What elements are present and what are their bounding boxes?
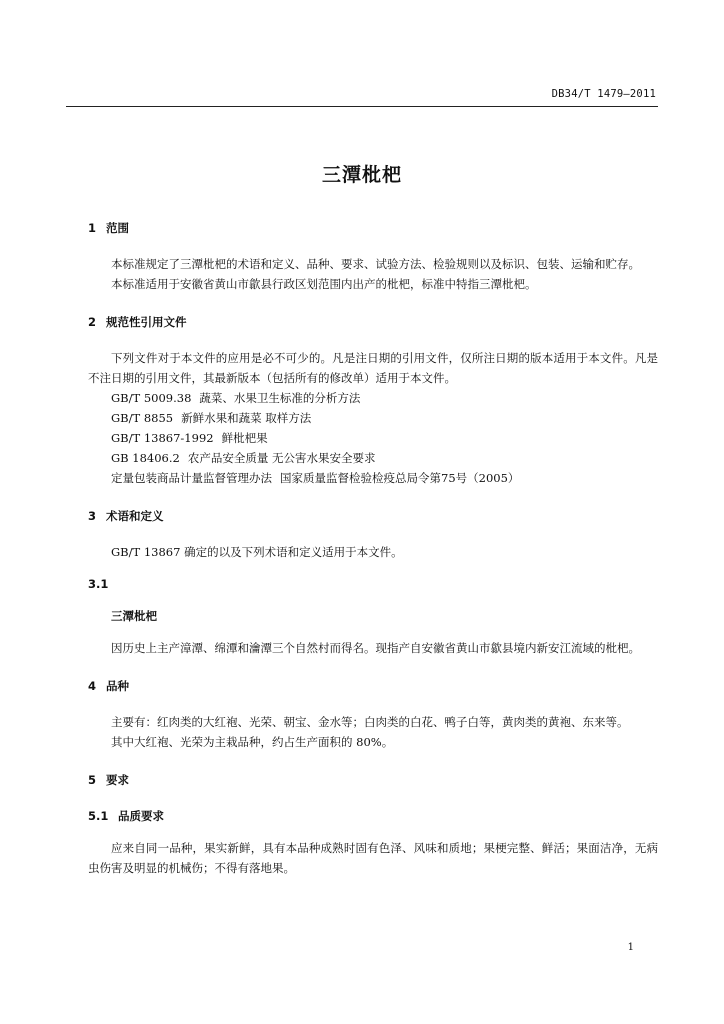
section-title: 要求 — [106, 773, 129, 787]
header-rule — [66, 106, 658, 107]
section-heading-normative-references — [88, 312, 658, 332]
reference-item — [88, 408, 658, 428]
paragraph: 主要有：红肉类的大红袍、光荣、朝宝、金水等；白肉类的白花、鸭子白等，黄肉类的黄袍、东来等。 — [111, 715, 629, 729]
section-heading-terms — [88, 506, 658, 526]
reference-code: GB/T 5009.38 — [111, 391, 192, 405]
term-definition: 因历史上主产漳潭、绵潭和瀹潭三个自然村而得名。现指产自安徽省黄山市歙县境内新安江流域的枇杷。 — [111, 641, 640, 655]
reference-code: GB/T 8855 — [111, 411, 174, 425]
section-number: 5 — [88, 773, 97, 787]
section-number: 4 — [88, 679, 97, 693]
section-title: 范围 — [106, 221, 129, 235]
reference-name: 新鲜水果和蔬菜 取样方法 — [181, 411, 312, 425]
subsection-number: 5.1 — [88, 809, 109, 823]
reference-code: 定量包装商品计量监督管理办法 — [111, 471, 272, 485]
reference-name: 国家质量监督检验检疫总局令第75号（2005） — [280, 471, 520, 485]
reference-code: GB/T 13867-1992 — [111, 431, 214, 445]
paragraph: 应来自同一品种，果实新鲜，具有本品种成熟时固有色泽、风味和质地；果梗完整、鲜活；果面洁净，无病虫伤害及明显的机械伤；不得有落地果。 — [88, 841, 658, 875]
paragraph: 下列文件对于本文件的应用是必不可少的。凡是注日期的引用文件，仅所注日期的版本适用于本文件。凡是不注日期的引用文件，其最新版本（包括所有的修改单）适用于本文件。 — [88, 351, 658, 385]
page-number: 1 — [627, 942, 634, 953]
section-heading-requirements — [88, 770, 658, 790]
section-title: 术语和定义 — [106, 509, 164, 523]
section-heading-scope — [88, 218, 658, 238]
reference-item — [88, 468, 658, 488]
paragraph: 其中大红袍、光荣为主栽品种，约占生产面积的 80%。 — [111, 735, 394, 749]
reference-name: 农产品安全质量 无公害水果安全要求 — [187, 451, 376, 465]
reference-name: 鲜枇杷果 — [221, 431, 268, 445]
section-title: 品种 — [106, 679, 129, 693]
paragraph: GB/T 13867 确定的以及下列术语和定义适用于本文件。 — [111, 545, 403, 559]
reference-item — [88, 448, 658, 468]
paragraph: 本标准适用于安徽省黄山市歙县行政区划范围内出产的枇杷，标准中特指三潭枇杷。 — [111, 277, 537, 291]
document-title: 三潭枇杷 — [321, 164, 402, 186]
reference-code: GB 18406.2 — [111, 451, 180, 465]
section-number: 3 — [88, 509, 97, 523]
term-name: 三潭枇杷 — [111, 609, 157, 623]
reference-item — [88, 388, 658, 408]
section-number: 1 — [88, 221, 97, 235]
subsection-heading-quality — [88, 806, 658, 826]
section-heading-varieties — [88, 676, 658, 696]
subsection-title: 品质要求 — [118, 809, 164, 823]
subsection-number: 3.1 — [88, 577, 109, 591]
reference-name: 蔬菜、水果卫生标准的分析方法 — [199, 391, 361, 405]
section-number: 2 — [88, 315, 97, 329]
standard-code: DB34/T 1479—2011 — [551, 88, 656, 100]
reference-item — [88, 428, 658, 448]
document-body — [88, 218, 658, 878]
paragraph: 本标准规定了三潭枇杷的术语和定义、品种、要求、试验方法、检验规则以及标识、包装、运输和贮存。 — [111, 257, 640, 271]
section-title: 规范性引用文件 — [106, 315, 187, 329]
